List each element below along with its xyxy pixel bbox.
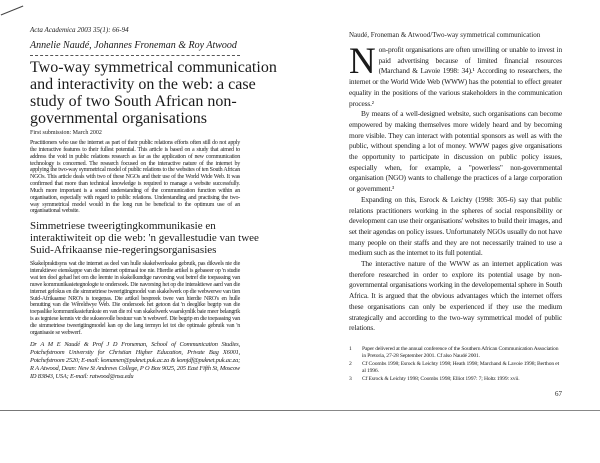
drop-cap: N bbox=[349, 41, 376, 82]
abstract-english: Practitioners who use the internet as part of their public relations efforts often still do not apply the interactive features to their fullest potential. This article is based on a study that aimed to address the void in public relations research as far as the application of new communication technology is concerned. The research focused on the interactive nature of the internet by applying the two-way symmetrical model of public relations to the websites of ten South African NGOs. This article deals with two of these NGOs and their use of the World Wide Web. It was confirmed that more than technical knowledge is required to manage a website successfully. Much more important is a sound understanding of the communication function within an organisation, especially with regard to public relations. Understanding and practising the two-way symmetrical model would in the long run be beneficial to the optimum use of an organisational website. bbox=[30, 140, 240, 215]
right-column bbox=[300, 0, 562, 399]
footnote-number: 1 bbox=[349, 345, 352, 352]
body-text bbox=[349, 41, 562, 334]
article-authors: Annelie Naudé, Johannes Froneman & Roy Atwood bbox=[30, 40, 237, 51]
footnote-number: 3 bbox=[349, 375, 352, 382]
footnote-text: Cf Esrock & Leichty 1998; Coombs 1998; Elliot 1997: 7; Holtz 1999: xvii. bbox=[362, 375, 520, 382]
abstract-afrikaans: Skakelpraktisyns wat die internet as deel van hulle skakelwerksake gebruik, pas dikwels nie die interaktiewe eienskappe van die internet optimaal toe nie. Hierdie artikel is gebaseer op 'n studie wat ten doel gehad het om die leemte in skakelkundige navorsing wat betref die toepassing van nuwe kommunikasietegnologie te ondersoek. Die navorsing het op die interaktiewe aard van die internet gefokus en die simmetriese tweerigtingmodel van skakelwerk op die webwerwe van tien Suid-Afrikaanse NRO's is toegepas. Die artikel bespreek twee van hierdie NRO's en hulle benutting van die Wêreldwye Web. Die ondersoek het getoon dat 'n deeglike begrip van die toepaslike kommunikasiefunksie en van die rol van skakelwerk waarskynlik baie meer belangrik is as tegniese kennis vir die suksesvolle bestuur van 'n webwerf. Die begrip en die toepassing van die simmetriese tweerigtingmodel kan op die lang termyn lei tot die optimale gebruik van 'n organisasie se webwerf. bbox=[30, 261, 240, 336]
page-number: 67 bbox=[555, 389, 562, 398]
footnote-text: Paper delivered at the annual conference of the Southern African Communication Association in Pretoria, 27-28 September 2001. Cf also Naudé 2001. bbox=[362, 345, 559, 360]
paragraph: Expanding on this, Esrock & Leichty (1998: 305-6) say that public relations practitioners working in the spheres of social responsibility or development can use their organisations' websites to build their images, and set their agendas on policy issues. Unfortunately NGOs usually do not have many people on their staffs and they are not necessarily trained to use a medium such as the internet to its full potential. bbox=[349, 194, 562, 258]
page-edge bbox=[300, 410, 600, 411]
footnote bbox=[349, 376, 562, 383]
paragraph bbox=[349, 41, 562, 109]
divider bbox=[30, 55, 240, 56]
footnotes bbox=[349, 346, 562, 384]
footnote bbox=[349, 361, 562, 375]
footnote-text: Cf Coombs 1998; Esrock & Leichty 1998; Heath 1998; Marchand & Lavoie 1998; Berthon et al 1996. bbox=[362, 360, 559, 375]
paragraph: By means of a well-designed website, such organisations can become empowered by making themselves more widely heard and by becoming more visible. They can interact with potential sponsors as well as with the public, without spending a lot of money. WWW pages give organisations the opportunity to participate in discussion on public policy issues, especially when, for example, a "powerless" non-governmental organisation (NGO) wants to challenge the practices of a large corporation or government.³ bbox=[349, 109, 562, 194]
journal-reference: Acta Academica 2003 35(1): 66-94 bbox=[30, 26, 129, 34]
paragraph-text: on-profit organisations are often unwilling or unable to invest in paid advertising because of limited financial resources (Marchand & Lavoie 1998: 34).¹ According to researchers, the internet or the World Wide Web (WWW) has the potential to effect greater equality in the positions of the various stakeholders in the communication process.² bbox=[349, 45, 562, 108]
footnote-number: 2 bbox=[349, 360, 352, 367]
footnote bbox=[349, 346, 562, 360]
author-affiliation: Dr A M E Naudé & Prof J D Froneman, School of Communication Studies, Potchefstroom University for Christian Higher Education, Private Bag X6001, Potchefstroom 2520; E-mail: komamen@puknet.puk.ac.za & komjdf@puknet.puk.ac.za; R A Atwood, Dean: New St Andrews College, P O Box 9025, 205 East Fifth St, Moscow ID 83843, USA; E-mail: ratwood@nsa.edu bbox=[30, 340, 240, 381]
right-page bbox=[300, 0, 600, 463]
article-title-afrikaans: Simmetriese tweerigtingkommunikasie en interaktiwiteit op die web: 'n gevallestudie van twee Suid-Afrikaanse nie-regeringsorganisasies bbox=[30, 220, 259, 257]
page-edge bbox=[0, 410, 300, 411]
paragraph: The interactive nature of the WWW as an internet application was therefore researched in order to explore its potential usage by non-governmental organisations working in the developemental sphere in South Africa. It is argued that the obvious advantages which the internet offers these organisations can only be experienced if they use the medium strategically and according to the two-way symmetrical model of public relations. bbox=[349, 259, 562, 333]
article-title: Two-way symmetrical communication and interactivity on the web: a case study of two South African non-governmental organisations bbox=[30, 59, 277, 127]
left-column bbox=[0, 0, 280, 382]
running-head: Naudé, Froneman & Atwood/Two-way symmetrical communication bbox=[349, 31, 541, 39]
submission-date: First submission: March 2002 bbox=[30, 130, 102, 136]
